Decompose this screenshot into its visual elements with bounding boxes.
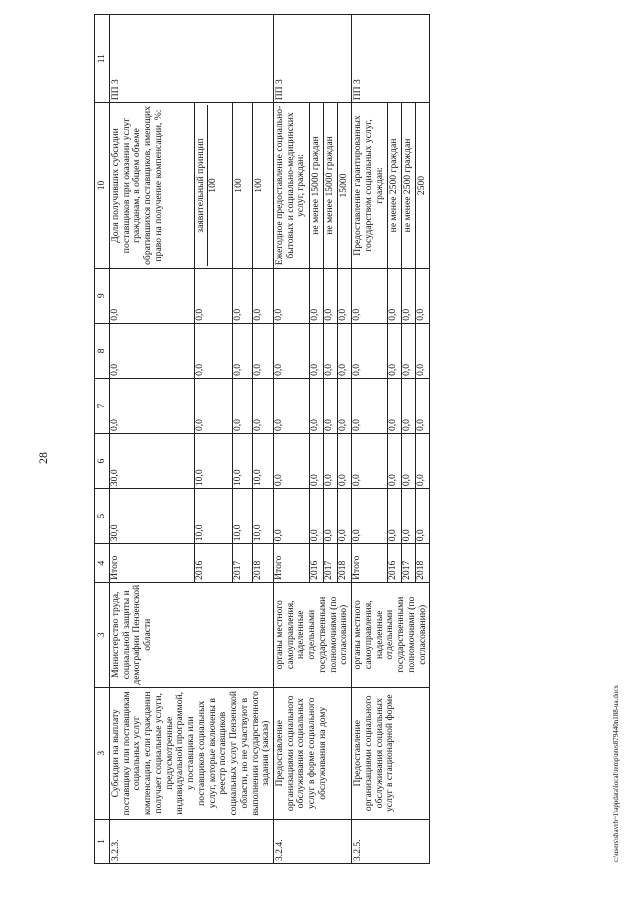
rotated-table-container	[94, 14, 614, 864]
indicator-value: 100	[232, 103, 253, 268]
header-cell: 7	[95, 378, 110, 433]
total-value: 0,0	[110, 323, 195, 378]
header-cell: 5	[95, 489, 110, 544]
year-value: 0,0	[338, 268, 352, 323]
header-row	[95, 15, 110, 864]
measure-total-row	[110, 15, 195, 864]
total-value: 0,0	[352, 268, 388, 323]
measure-total-row	[274, 15, 310, 864]
total-value: 0,0	[352, 323, 388, 378]
year-value: 0,0	[388, 489, 402, 544]
executor: органы местного самоуправления, наделенные отдельными государственными полномочиями (по согласованию)	[274, 582, 352, 687]
year-value: 0,0	[338, 489, 352, 544]
year-value: 0,0	[324, 268, 338, 323]
total-label: Итого	[110, 544, 195, 583]
year-value: 0,0	[338, 323, 352, 378]
program-link: ПП 3	[110, 15, 274, 103]
year-value: 0,0	[388, 268, 402, 323]
year-value: 0,0	[310, 489, 324, 544]
indicator-value: не менее 15000 граждан	[324, 103, 338, 268]
total-value: 0,0	[274, 434, 310, 489]
indicator-value: 15000	[338, 103, 352, 268]
executor: Министерство труда, социальной защиты и демографии Пензенской области	[110, 582, 274, 687]
year-value: 0,0	[338, 378, 352, 433]
table-body	[95, 15, 430, 864]
page-number: 28	[36, 452, 50, 464]
total-value: 0,0	[274, 323, 310, 378]
indicator-note: заявительный принцип	[196, 105, 208, 265]
year-value: 0,0	[324, 489, 338, 544]
year-value: 0,0	[388, 323, 402, 378]
program-link: ПП 3	[274, 15, 352, 103]
header-cell: 3	[95, 687, 110, 819]
year-value: 0,0	[194, 323, 232, 378]
measure-name: Предоставление организациями социального обслуживания социальных услуг в стационарной форме	[352, 687, 430, 819]
year-value: 0,0	[310, 323, 324, 378]
year-value: 0,0	[253, 268, 274, 323]
total-value: 0,0	[274, 378, 310, 433]
year-value: 0,0	[402, 378, 416, 433]
year-value: 0,0	[194, 378, 232, 433]
program-measures-table	[94, 14, 430, 864]
total-value: 0,0	[274, 268, 310, 323]
year-label: 2016	[388, 544, 402, 583]
executor: органы местного самоуправления, наделенные отдельными государственными полномочиями (по согласованию)	[352, 582, 430, 687]
year-value: 0,0	[253, 378, 274, 433]
indicator-value: не менее 15000 граждан	[310, 103, 324, 268]
year-value: 0,0	[402, 323, 416, 378]
year-value: 10,0	[232, 489, 253, 544]
indicator-title: Предоставление гарантированных государством социальных услуг, граждан:	[352, 103, 388, 268]
year-value: 0,0	[388, 434, 402, 489]
year-value: 0,0	[402, 434, 416, 489]
header-cell: 10	[95, 103, 110, 268]
year-value: 0,0	[416, 434, 430, 489]
year-value: 0,0	[253, 323, 274, 378]
year-label: 2017	[324, 544, 338, 583]
measure-number: 3.2.4.	[274, 819, 352, 863]
indicator-value: не менее 2500 граждан	[388, 103, 402, 268]
year-value: 0,0	[402, 489, 416, 544]
measure-number: 3.2.5.	[352, 819, 430, 863]
year-value: 0,0	[416, 489, 430, 544]
year-value: 0,0	[232, 268, 253, 323]
year-value: 0,0	[310, 378, 324, 433]
year-label: 2018	[338, 544, 352, 583]
total-value: 30,0	[110, 489, 195, 544]
total-value: 0,0	[352, 434, 388, 489]
year-value: 0,0	[310, 434, 324, 489]
year-value: 10,0	[253, 434, 274, 489]
year-value: 0,0	[416, 323, 430, 378]
header-cell: 4	[95, 544, 110, 583]
footer-file-path: c:\users\shavrb~1\appdata\local\temp\ntes879440n188-ua.docx	[612, 685, 620, 862]
year-value: 0,0	[388, 378, 402, 433]
indicator-title: Ежегодное предоставление социально-бытовых и социально-медицинских услуг, граждан:	[274, 103, 310, 268]
year-value: 0,0	[338, 434, 352, 489]
indicator-value: 2500	[416, 103, 430, 268]
total-value: 0,0	[274, 489, 310, 544]
year-value: 0,0	[232, 323, 253, 378]
total-label: Итого	[352, 544, 388, 583]
program-link: ПП 3	[352, 15, 430, 103]
year-value: 0,0	[232, 378, 253, 433]
total-value: 30,0	[110, 434, 195, 489]
year-label: 2016	[194, 544, 232, 583]
total-value: 0,0	[352, 489, 388, 544]
year-value: 0,0	[324, 323, 338, 378]
year-value: 0,0	[324, 434, 338, 489]
year-value: 10,0	[194, 434, 232, 489]
measure-total-row	[352, 15, 388, 864]
year-label: 2016	[310, 544, 324, 583]
measure-name: Предоставление организациями социального обслуживания социальных услуг в форме социального обслуживания на дому	[274, 687, 352, 819]
header-cell: 11	[95, 15, 110, 103]
header-cell: 6	[95, 434, 110, 489]
year-value: 10,0	[194, 489, 232, 544]
header-cell: 8	[95, 323, 110, 378]
year-label: 2017	[402, 544, 416, 583]
year-value: 0,0	[194, 268, 232, 323]
indicator-value	[194, 103, 232, 268]
year-value: 0,0	[416, 378, 430, 433]
year-label: 2018	[253, 544, 274, 583]
header-cell: 3	[95, 582, 110, 687]
indicator-value: 100	[253, 103, 274, 268]
indicator-year-value: 100	[206, 178, 218, 193]
header-cell: 9	[95, 268, 110, 323]
total-value: 0,0	[352, 378, 388, 433]
indicator-value: не менее 2500 граждан	[402, 103, 416, 268]
measure-name: Субсидии на выплату поставщику или поставщикам социальных услуг компенсации, если гражданин получает социальные услуги, предусмотренные индивидуальной программой, у поставщика или поставщиков социальных услуг, которые включены в реестр поставщиков социальных услуг Пензенской области, но не участвуют в выполнении государственного задания (заказа)	[110, 687, 274, 819]
year-value: 10,0	[232, 434, 253, 489]
header-cell: 1	[95, 819, 110, 863]
total-value: 0,0	[110, 268, 195, 323]
indicator-title: Доля получивших субсидии поставщиков при оказании услуг гражданам, в общем объеме обратившихся поставщиков, имеющих право на получение компенсации, %:	[110, 103, 195, 268]
total-value: 0,0	[110, 378, 195, 433]
year-value: 10,0	[253, 489, 274, 544]
total-label: Итого	[274, 544, 310, 583]
year-value: 0,0	[310, 268, 324, 323]
year-label: 2018	[416, 544, 430, 583]
measure-number: 3.2.3.	[110, 819, 274, 863]
year-value: 0,0	[324, 378, 338, 433]
year-value: 0,0	[416, 268, 430, 323]
year-label: 2017	[232, 544, 253, 583]
year-value: 0,0	[402, 268, 416, 323]
